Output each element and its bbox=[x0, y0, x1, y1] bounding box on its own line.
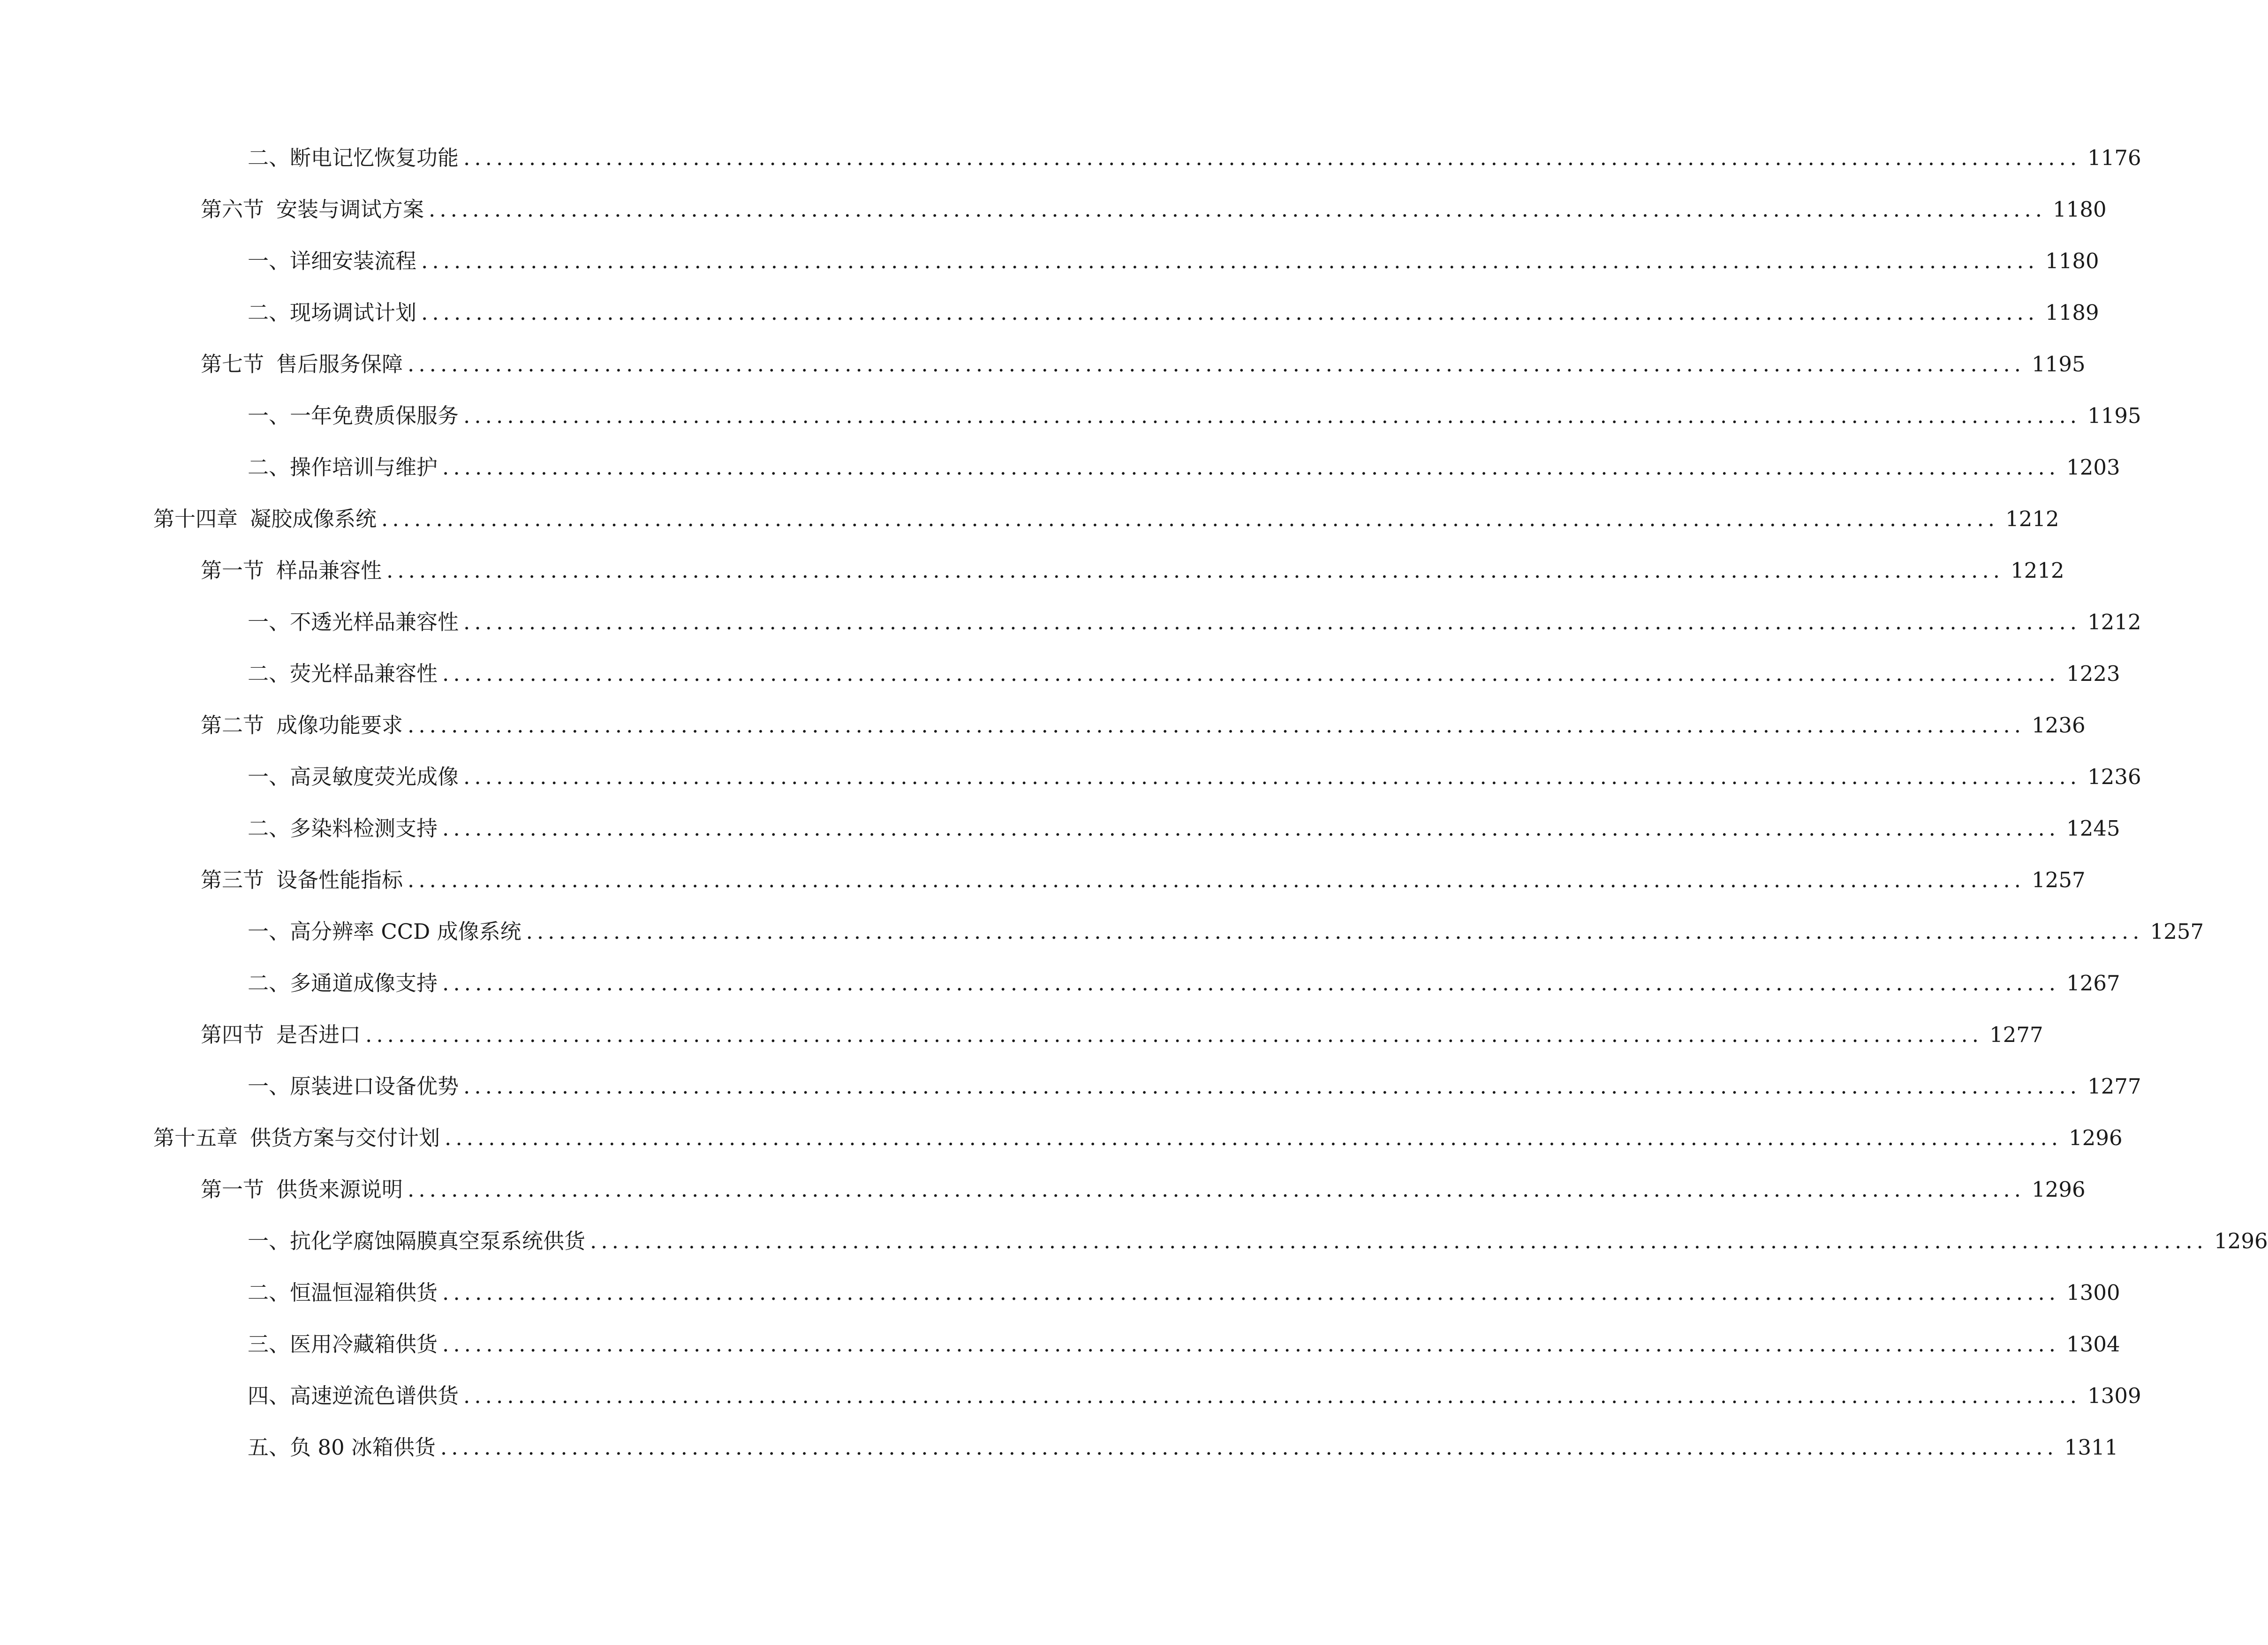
toc-entry[interactable] bbox=[0, 545, 2064, 596]
toc-entry-number: 一、 bbox=[248, 403, 290, 428]
toc-entry[interactable] bbox=[0, 1267, 2120, 1319]
toc-page-number: 1189 bbox=[2045, 300, 2099, 325]
toc-page-number: 1277 bbox=[2087, 1074, 2141, 1099]
toc-entry-title: 高速逆流色谱供货 bbox=[290, 1383, 459, 1408]
toc-page-number: 1176 bbox=[2087, 145, 2141, 170]
toc-entry-title: 抗化学腐蚀隔膜真空泵系统供货 bbox=[290, 1229, 586, 1253]
toc-page-number: 1236 bbox=[2032, 713, 2086, 738]
toc-entry[interactable] bbox=[0, 339, 2086, 390]
toc-entry-title: 是否进口 bbox=[276, 1022, 361, 1047]
toc-entry-number: 一、 bbox=[248, 1074, 290, 1099]
toc-entry[interactable] bbox=[0, 184, 2107, 235]
toc-dot-leader: .................................................................................................................................................... bbox=[442, 1332, 2060, 1357]
toc-entry[interactable] bbox=[0, 390, 2141, 442]
toc-dot-leader: .................................................................................................................................................... bbox=[408, 868, 2026, 892]
toc-dot-leader: .................................................................................................................................................... bbox=[442, 971, 2060, 996]
toc-entry[interactable] bbox=[0, 803, 2120, 854]
toc-dot-leader: .................................................................................................................................................... bbox=[381, 506, 1999, 531]
toc-dot-leader: .................................................................................................................................................... bbox=[421, 300, 2039, 325]
toc-entry-number: 第四节 bbox=[201, 1022, 265, 1047]
toc-page-number: 1212 bbox=[2011, 558, 2064, 583]
toc-entry[interactable] bbox=[0, 132, 2141, 184]
toc-dot-leader: .................................................................................................................................................... bbox=[386, 558, 2004, 583]
toc-entry-title: 供货来源说明 bbox=[276, 1177, 403, 1202]
toc-page-number: 1212 bbox=[2005, 506, 2059, 531]
toc-entry-title: 样品兼容性 bbox=[276, 558, 382, 583]
toc-entry-number: 第一节 bbox=[201, 1177, 265, 1202]
toc-page-number: 1203 bbox=[2066, 455, 2120, 480]
toc-dot-leader: .................................................................................................................................................... bbox=[463, 403, 2081, 428]
toc-entry-number: 第七节 bbox=[201, 352, 265, 377]
toc-entry-number: 五、 bbox=[248, 1435, 290, 1460]
toc-dot-leader: .................................................................................................................................................... bbox=[590, 1229, 2208, 1253]
toc-page-number: 1180 bbox=[2053, 197, 2107, 222]
toc-dot-leader: .................................................................................................................................................... bbox=[463, 610, 2081, 634]
toc-page-number: 1277 bbox=[1989, 1022, 2043, 1047]
toc-entry-title: 断电记忆恢复功能 bbox=[290, 145, 459, 170]
toc-entry[interactable] bbox=[0, 1061, 2141, 1112]
toc-entry-number: 一、 bbox=[248, 249, 290, 273]
toc-entry-title: 设备性能指标 bbox=[276, 868, 403, 892]
toc-entry-title: 详细安装流程 bbox=[290, 249, 417, 273]
toc-entry-number: 第一节 bbox=[201, 558, 265, 583]
toc-entry[interactable] bbox=[0, 442, 2120, 493]
toc-entry[interactable] bbox=[0, 287, 2099, 339]
toc-entry-number: 第三节 bbox=[201, 868, 265, 892]
toc-entry[interactable] bbox=[0, 596, 2141, 648]
toc-dot-leader: .................................................................................................................................................... bbox=[440, 1435, 2058, 1460]
toc-entry[interactable] bbox=[0, 235, 2099, 287]
toc-entry-number: 一、 bbox=[248, 610, 290, 634]
toc-entry[interactable] bbox=[0, 493, 2059, 545]
toc-entry-title: 供货方案与交付计划 bbox=[250, 1125, 440, 1150]
toc-entry-title: 一年免费质保服务 bbox=[290, 403, 459, 428]
toc-entry-title: 荧光样品兼容性 bbox=[290, 661, 438, 686]
toc-entry-title: 操作培训与维护 bbox=[290, 455, 438, 480]
toc-dot-leader: .................................................................................................................................................... bbox=[463, 1383, 2081, 1408]
toc-entry-title: 多染料检测支持 bbox=[290, 816, 438, 841]
toc-page-number: 1267 bbox=[2066, 971, 2120, 996]
toc-entry-title: 高灵敏度荧光成像 bbox=[290, 764, 459, 789]
toc-entry-number: 三、 bbox=[248, 1332, 290, 1357]
toc-entry-title: 恒温恒湿箱供货 bbox=[290, 1280, 438, 1305]
toc-page-number: 1212 bbox=[2087, 610, 2141, 634]
toc-page-number: 1257 bbox=[2032, 868, 2086, 892]
toc-entry-title: 售后服务保障 bbox=[276, 352, 403, 377]
toc-entry[interactable] bbox=[0, 1164, 2086, 1215]
toc-page-number: 1309 bbox=[2087, 1383, 2141, 1408]
toc-entry[interactable] bbox=[0, 1370, 2141, 1422]
toc-entry-number: 第六节 bbox=[201, 197, 265, 222]
toc-dot-leader: .................................................................................................................................................... bbox=[408, 713, 2026, 738]
toc-page-number: 1245 bbox=[2066, 816, 2120, 841]
toc-entry-number: 二、 bbox=[248, 1280, 290, 1305]
toc-dot-leader: .................................................................................................................................................... bbox=[408, 1177, 2026, 1202]
toc-entry[interactable] bbox=[0, 648, 2120, 700]
toc-page-number: 1223 bbox=[2066, 661, 2120, 686]
toc-page-number: 1311 bbox=[2064, 1435, 2118, 1460]
toc-page-number: 1304 bbox=[2066, 1332, 2120, 1357]
toc-page-number: 1300 bbox=[2066, 1280, 2120, 1305]
toc-dot-leader: .................................................................................................................................................... bbox=[526, 919, 2144, 944]
toc-entry-number: 一、 bbox=[248, 1229, 290, 1253]
toc-entry[interactable] bbox=[0, 1319, 2120, 1370]
toc-entry-title: 不透光样品兼容性 bbox=[290, 610, 459, 634]
toc-dot-leader: .................................................................................................................................................... bbox=[442, 661, 2060, 686]
toc-dot-leader: .................................................................................................................................................... bbox=[429, 197, 2047, 222]
toc-entry-number: 二、 bbox=[248, 661, 290, 686]
toc-entry-number: 一、 bbox=[248, 764, 290, 789]
toc-entry-number: 第十四章 bbox=[153, 506, 238, 531]
toc-page-number: 1257 bbox=[2150, 919, 2204, 944]
toc-entry-number: 二、 bbox=[248, 300, 290, 325]
toc-page-number: 1180 bbox=[2045, 249, 2099, 273]
toc-entry-title: 凝胶成像系统 bbox=[250, 506, 377, 531]
toc-entry-number: 二、 bbox=[248, 455, 290, 480]
toc-entry[interactable] bbox=[0, 1009, 2043, 1061]
toc-dot-leader: .................................................................................................................................................... bbox=[408, 352, 2026, 377]
toc-entry[interactable] bbox=[0, 958, 2120, 1009]
toc-page-number: 1195 bbox=[2032, 352, 2086, 377]
toc-entry-number: 二、 bbox=[248, 816, 290, 841]
toc-dot-leader: .................................................................................................................................................... bbox=[442, 816, 2060, 841]
toc-entry-number: 二、 bbox=[248, 971, 290, 996]
toc-dot-leader: .................................................................................................................................................... bbox=[442, 455, 2060, 480]
toc-dot-leader: .................................................................................................................................................... bbox=[463, 145, 2081, 170]
toc-dot-leader: .................................................................................................................................................... bbox=[421, 249, 2039, 273]
toc-entry-title: 高分辨率 CCD 成像系统 bbox=[290, 919, 522, 944]
toc-entry[interactable] bbox=[0, 751, 2141, 803]
toc-entry-title: 安装与调试方案 bbox=[276, 197, 424, 222]
toc-entry-number: 第十五章 bbox=[153, 1125, 238, 1150]
toc-page-number: 1236 bbox=[2087, 764, 2141, 789]
table-of-contents bbox=[0, 132, 2268, 1539]
toc-page-number: 1296 bbox=[2032, 1177, 2086, 1202]
toc-entry-number: 二、 bbox=[248, 145, 290, 170]
toc-entry-number: 第二节 bbox=[201, 713, 265, 738]
toc-entry-title: 负 80 冰箱供货 bbox=[290, 1435, 436, 1460]
toc-dot-leader: .................................................................................................................................................... bbox=[463, 764, 2081, 789]
toc-entry-title: 原装进口设备优势 bbox=[290, 1074, 459, 1099]
toc-entry[interactable] bbox=[0, 854, 2086, 906]
toc-entry[interactable] bbox=[0, 906, 2204, 958]
toc-page-number: 1296 bbox=[2214, 1229, 2268, 1253]
toc-entry[interactable] bbox=[0, 700, 2086, 751]
toc-page-number: 1195 bbox=[2087, 403, 2141, 428]
toc-dot-leader: .................................................................................................................................................... bbox=[365, 1022, 1983, 1047]
toc-dot-leader: .................................................................................................................................................... bbox=[442, 1280, 2060, 1305]
toc-dot-leader: .................................................................................................................................................... bbox=[463, 1074, 2081, 1099]
toc-entry[interactable] bbox=[0, 1215, 2268, 1267]
toc-entry-title: 成像功能要求 bbox=[276, 713, 403, 738]
toc-dot-leader: .................................................................................................................................................... bbox=[445, 1125, 2063, 1150]
toc-entry-title: 多通道成像支持 bbox=[290, 971, 438, 996]
toc-entry-number: 四、 bbox=[248, 1383, 290, 1408]
toc-page-number: 1296 bbox=[2069, 1125, 2123, 1150]
toc-entry-title: 医用冷藏箱供货 bbox=[290, 1332, 438, 1357]
toc-entry-title: 现场调试计划 bbox=[290, 300, 417, 325]
toc-entry[interactable] bbox=[0, 1112, 2123, 1164]
toc-entry-number: 一、 bbox=[248, 919, 290, 944]
toc-entry[interactable] bbox=[0, 1422, 2118, 1473]
